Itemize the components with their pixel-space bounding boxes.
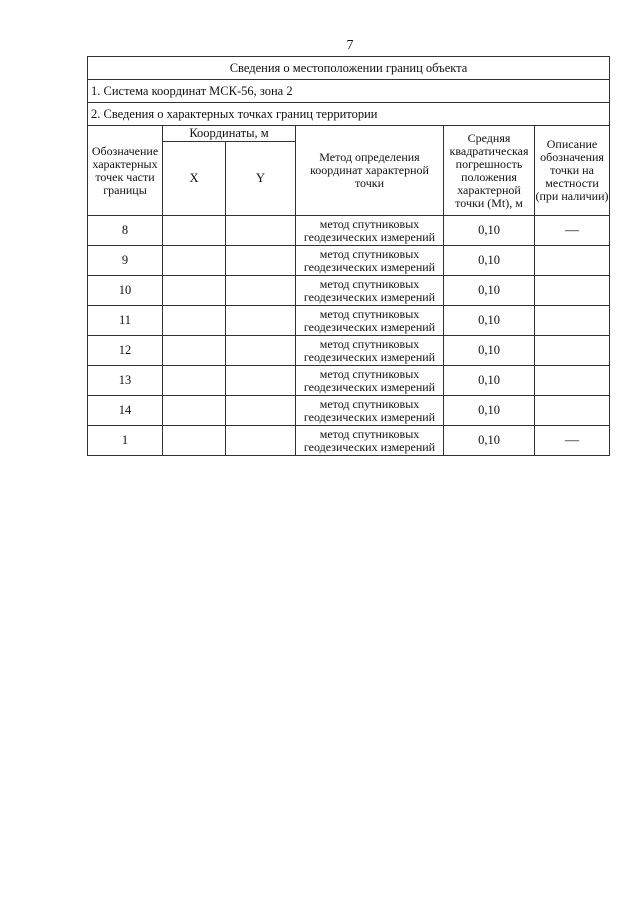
error-cell: 0,10: [444, 426, 535, 456]
table-row: [88, 366, 610, 396]
point-cell: 10: [88, 276, 163, 306]
description-cell: [535, 396, 610, 426]
y-cell: [226, 276, 296, 306]
point-cell: 8: [88, 216, 163, 246]
description-cell: [535, 246, 610, 276]
point-cell: 9: [88, 246, 163, 276]
description-cell: —: [535, 426, 610, 456]
header-y: Y: [226, 142, 296, 216]
error-cell: 0,10: [444, 246, 535, 276]
point-cell: 1: [88, 426, 163, 456]
points-section-title: 2. Сведения о характерных точках границ территории: [88, 103, 610, 126]
method-cell: метод спутниковых геодезических измерений: [296, 306, 444, 336]
table-row: [88, 396, 610, 426]
header-coordinates: Координаты, м: [163, 126, 296, 142]
table-row: [88, 276, 610, 306]
table-title: Сведения о местоположении границ объекта: [88, 57, 610, 80]
x-cell: [163, 276, 226, 306]
point-cell: 13: [88, 366, 163, 396]
description-cell: [535, 276, 610, 306]
error-cell: 0,10: [444, 336, 535, 366]
method-cell: метод спутниковых геодезических измерений: [296, 336, 444, 366]
error-cell: 0,10: [444, 276, 535, 306]
point-cell: 14: [88, 396, 163, 426]
x-cell: [163, 336, 226, 366]
x-cell: [163, 216, 226, 246]
method-cell: метод спутниковых геодезических измерений: [296, 396, 444, 426]
method-cell: метод спутниковых геодезических измерений: [296, 216, 444, 246]
header-x: X: [163, 142, 226, 216]
x-cell: [163, 306, 226, 336]
table-row: [88, 426, 610, 456]
point-cell: 12: [88, 336, 163, 366]
coordinate-system: 1. Система координат МСК-56, зона 2: [88, 80, 610, 103]
y-cell: [226, 246, 296, 276]
header-error: Средняя квадратическая погрешность положения характерной точки (Mt), м: [444, 126, 535, 216]
x-cell: [163, 366, 226, 396]
x-cell: [163, 426, 226, 456]
error-cell: 0,10: [444, 306, 535, 336]
table-row: [88, 216, 610, 246]
y-cell: [226, 396, 296, 426]
description-cell: [535, 306, 610, 336]
point-cell: 11: [88, 306, 163, 336]
y-cell: [226, 216, 296, 246]
page-number: 7: [346, 38, 354, 53]
y-cell: [226, 426, 296, 456]
description-cell: [535, 336, 610, 366]
header-point: Обозначение характерных точек части границы: [88, 126, 163, 216]
error-cell: 0,10: [444, 396, 535, 426]
table-row: [88, 306, 610, 336]
table-row: [88, 336, 610, 366]
x-cell: [163, 396, 226, 426]
method-cell: метод спутниковых геодезических измерений: [296, 246, 444, 276]
y-cell: [226, 366, 296, 396]
x-cell: [163, 246, 226, 276]
boundary-table: [87, 56, 610, 456]
description-cell: —: [535, 216, 610, 246]
header-method: Метод определения координат характерной точки: [296, 126, 444, 216]
method-cell: метод спутниковых геодезических измерений: [296, 276, 444, 306]
table-row: [88, 246, 610, 276]
y-cell: [226, 306, 296, 336]
description-cell: [535, 366, 610, 396]
method-cell: метод спутниковых геодезических измерений: [296, 366, 444, 396]
header-description: Описание обозначения точки на местности (при наличии): [535, 126, 610, 216]
y-cell: [226, 336, 296, 366]
error-cell: 0,10: [444, 216, 535, 246]
method-cell: метод спутниковых геодезических измерений: [296, 426, 444, 456]
error-cell: 0,10: [444, 366, 535, 396]
